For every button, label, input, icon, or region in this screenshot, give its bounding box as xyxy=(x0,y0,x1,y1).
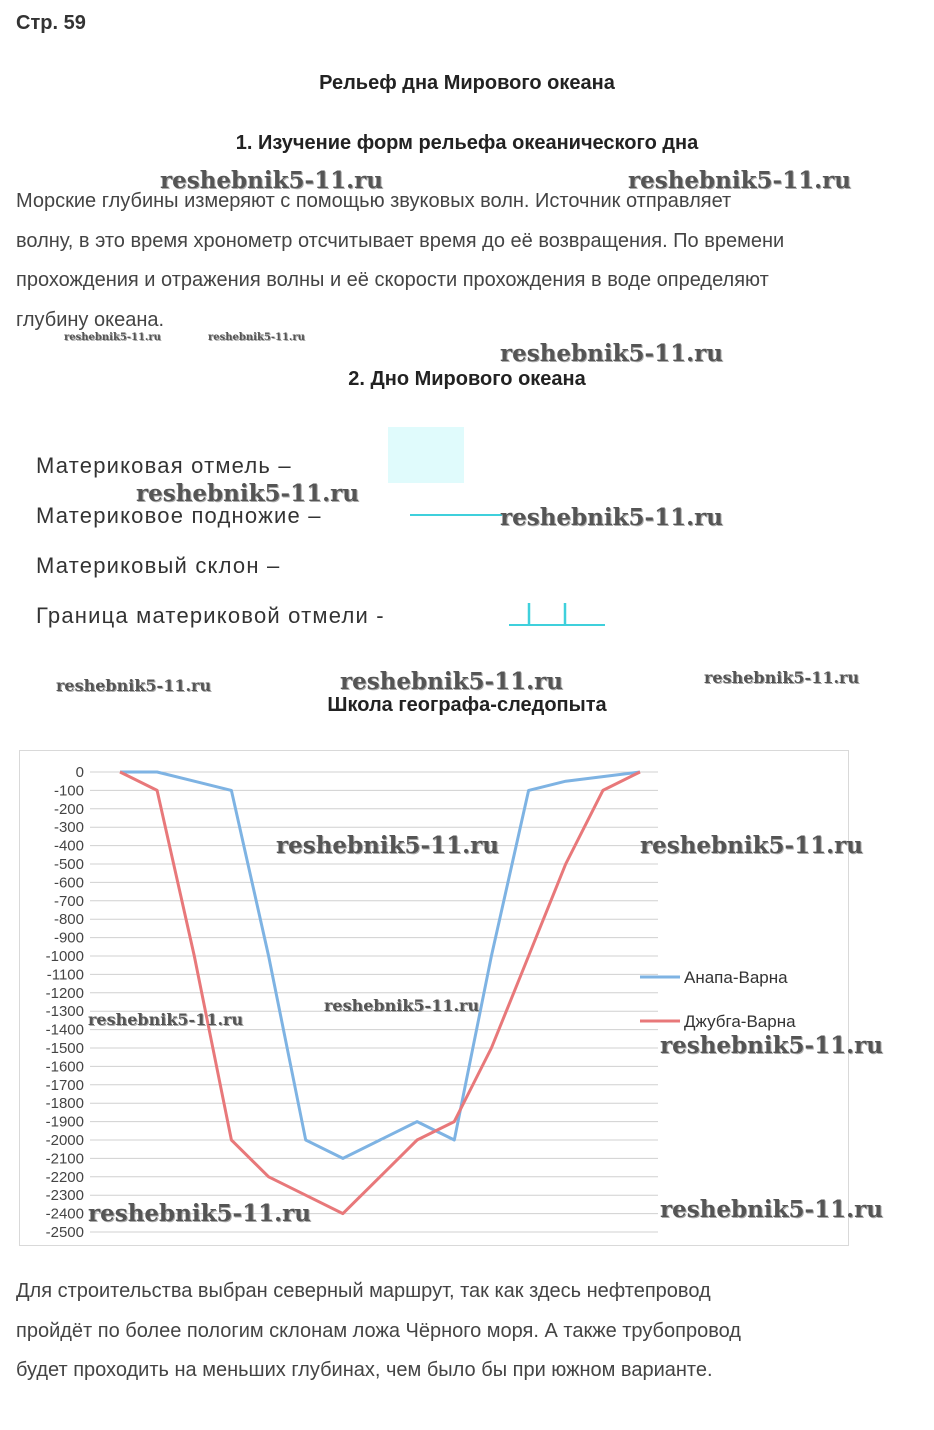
y-tick-label: -1900 xyxy=(45,1113,84,1131)
y-tick-label: 0 xyxy=(75,764,84,781)
paragraph-line: волну, в это время хронометр отсчитывает время до её возвращения. По времени xyxy=(16,229,785,252)
watermark: reshebnik5-11.ru xyxy=(628,167,851,194)
legend-foot-label: Материковое подножие – xyxy=(36,503,322,528)
watermark: reshebnik5-11.ru xyxy=(88,1200,311,1227)
y-tick-label: -800 xyxy=(53,911,84,929)
watermark: reshebnik5-11.ru xyxy=(136,480,359,507)
y-tick-label: -1100 xyxy=(46,966,84,984)
y-tick-label: -500 xyxy=(53,856,84,873)
paragraph-line: Морские глубины измеряют с помощью звуковых волн. Источник отправляет xyxy=(16,190,732,212)
watermark: reshebnik5-11.ru xyxy=(640,832,863,859)
page-title: Рельеф дна Мирового океана xyxy=(319,72,615,94)
y-tick-label: -300 xyxy=(53,819,84,837)
section-2-title: 2. Дно Мирового океана xyxy=(348,368,586,390)
y-tick-label: -1500 xyxy=(45,1040,84,1057)
y-tick-label: -1400 xyxy=(45,1021,84,1039)
paragraph-line: будет проходить на меньших глубинах, чем было бы при южном варианте. xyxy=(16,1359,713,1381)
y-tick-label: -900 xyxy=(53,929,84,947)
y-tick-label: -600 xyxy=(53,874,84,892)
watermark: reshebnik5-11.ru xyxy=(56,676,212,695)
y-tick-label: -100 xyxy=(53,782,84,800)
y-tick-label: -1700 xyxy=(45,1076,84,1094)
conclusion-paragraph xyxy=(16,1272,916,1391)
section-3-title: Школа географа-следопыта xyxy=(327,694,607,716)
shelf-swatch xyxy=(388,427,464,483)
watermark: reshebnik5-11.ru xyxy=(660,1196,883,1223)
legend-shelf-border-label: Граница материковой отмели - xyxy=(36,603,385,628)
y-tick-label: -1200 xyxy=(45,984,84,1002)
legend-label: Анапа-Варна xyxy=(684,968,788,987)
legend-slope-label: Материковый склон – xyxy=(36,553,281,578)
y-tick-label: -2300 xyxy=(45,1187,84,1205)
page-number: Стр. 59 xyxy=(16,12,86,34)
y-tick-label: -2200 xyxy=(45,1168,84,1186)
y-tick-label: -2400 xyxy=(45,1205,84,1223)
section-1-title: 1. Изучение форм рельефа океанического дна xyxy=(235,132,699,154)
paragraph-line: пройдёт по более пологим склонам ложа Чёрного моря. А также трубопровод xyxy=(16,1319,741,1342)
watermark: reshebnik5-11.ru xyxy=(500,340,723,367)
y-tick-label: -1600 xyxy=(45,1058,84,1076)
watermark: reshebnik5-11.ru xyxy=(704,668,860,687)
y-tick-label: -1300 xyxy=(45,1003,84,1021)
section-1-paragraph xyxy=(16,182,916,340)
paragraph-line: Для строительства выбран северный маршрут, так как здесь нефтепровод xyxy=(16,1280,711,1302)
y-tick-label: -700 xyxy=(53,892,84,910)
y-tick-label: -1800 xyxy=(45,1095,84,1113)
y-tick-label: -2500 xyxy=(45,1224,84,1241)
watermark: reshebnik5-11.ru xyxy=(88,1010,244,1029)
y-tick-label: -2000 xyxy=(45,1132,84,1149)
watermark: reshebnik5-11.ru xyxy=(160,167,383,194)
watermark: reshebnik5-11.ru xyxy=(64,332,161,343)
watermark: reshebnik5-11.ru xyxy=(340,668,563,695)
watermark: reshebnik5-11.ru xyxy=(208,332,305,343)
shelf-border-symbol xyxy=(505,598,609,630)
legend-label: Джубга-Варна xyxy=(684,1012,796,1031)
series-line-1 xyxy=(120,772,640,1158)
y-tick-label: -400 xyxy=(53,837,84,855)
y-tick-label: -1000 xyxy=(45,948,84,965)
y-tick-label: -2100 xyxy=(45,1150,84,1168)
y-tick-label: -200 xyxy=(53,800,84,818)
paragraph-line: глубину океана. xyxy=(16,308,165,331)
watermark: reshebnik5-11.ru xyxy=(500,504,723,531)
watermark: reshebnik5-11.ru xyxy=(276,832,499,859)
legend-shelf-label: Материковая отмель – xyxy=(36,453,292,478)
paragraph-line: прохождения и отражения волны и её скорости прохождения в воде определяют xyxy=(16,269,769,291)
watermark: reshebnik5-11.ru xyxy=(324,996,480,1015)
foot-line-symbol xyxy=(410,514,502,516)
watermark: reshebnik5-11.ru xyxy=(660,1032,883,1059)
